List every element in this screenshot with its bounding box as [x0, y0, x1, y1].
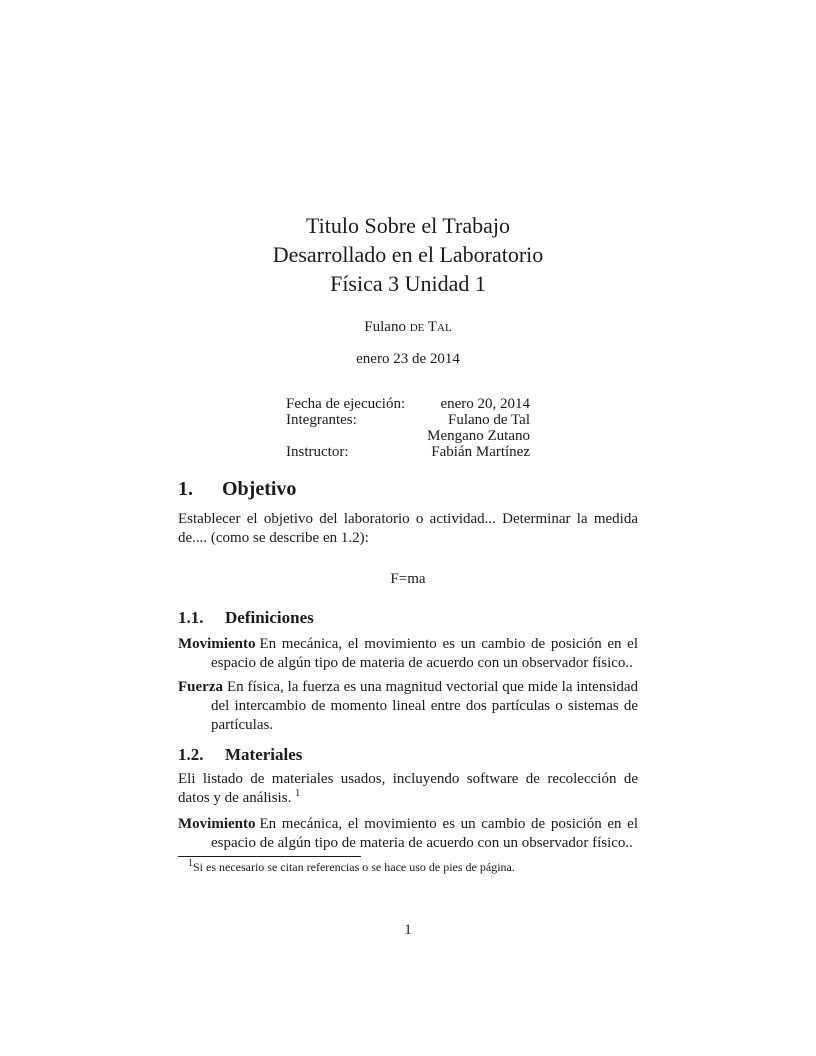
footnote-rule [178, 856, 361, 857]
info-table [286, 396, 530, 460]
definition-item-movimiento [178, 635, 638, 673]
table-row-value: Mengano Zutano [427, 428, 530, 444]
subsection-title: Materiales [225, 745, 303, 764]
footnote-reference-mark: 1 [295, 788, 301, 799]
table-row-label: Instructor: [286, 444, 349, 460]
equation: F=ma [390, 571, 426, 587]
page-number: 1 [404, 922, 412, 938]
text-block [178, 0, 638, 875]
author-name: Fulano [364, 319, 410, 335]
definition-text: En mecánica, el movimiento es un cambio de posición en el espacio de algún tipo de materia de acuerdo con un observador físico.. [211, 636, 638, 671]
title-line-1: Titulo Sobre el Trabajo [306, 213, 510, 238]
objetivo-paragraph: Establecer el objetivo del laboratorio o actividad... Determinar la medida de.... (como se describe en 1.2): [178, 511, 638, 546]
author-line [178, 318, 638, 337]
definition-term: Movimiento [178, 636, 256, 652]
table-row-value: Fabián Martínez [431, 444, 530, 460]
section-title: Objetivo [222, 478, 297, 500]
section-number: 1. [178, 478, 193, 500]
definition-text: En mecánica, el movimiento es un cambio de posición en el espacio de algún tipo de materia de acuerdo con un observador físico.. [211, 816, 638, 851]
table-row-label [286, 428, 408, 444]
table-row-value: enero 20, 2014 [440, 396, 530, 412]
section-heading-objetivo [178, 477, 638, 501]
materiales-text: Eli listado de materiales usados, incluyendo software de recolección de datos y de análisis. [178, 771, 638, 806]
subsection-title: Definiciones [225, 608, 314, 627]
subsection-heading-definiciones [178, 608, 638, 628]
title-line-3: Física 3 Unidad 1 [330, 271, 486, 296]
author-name-smallcaps: de Tal [409, 319, 452, 335]
title-line-2: Desarrollado en el Laboratorio [272, 242, 544, 267]
table-row [286, 444, 530, 460]
table-row-label: Fecha de ejecución: [286, 396, 406, 412]
definition-term: Movimiento [178, 816, 256, 832]
table-row-label: Integrantes: [286, 412, 357, 428]
definition-term: Fuerza [178, 679, 223, 695]
table-row [286, 396, 530, 412]
definition-item-movimiento-2 [178, 815, 638, 853]
subsection-heading-materiales [178, 745, 638, 765]
date-line: enero 23 de 2014 [356, 351, 460, 367]
document-title [178, 211, 638, 298]
table-row [286, 428, 530, 444]
materiales-paragraph [178, 770, 638, 808]
table-row [286, 412, 530, 428]
definition-item-fuerza [178, 678, 638, 735]
table-row-value: Fulano de Tal [448, 412, 530, 428]
footnote [178, 860, 638, 875]
subsection-number: 1.2. [178, 745, 204, 764]
definition-text: En física, la fuerza es una magnitud vectorial que mide la intensidad del intercambio de momento lineal entre dos partículas o sistemas de partículas. [211, 679, 638, 733]
footnote-mark: 1 [188, 858, 193, 869]
footnote-text: Si es necesario se citan referencias o se hace uso de pies de página. [193, 860, 515, 874]
subsection-number: 1.1. [178, 608, 204, 627]
